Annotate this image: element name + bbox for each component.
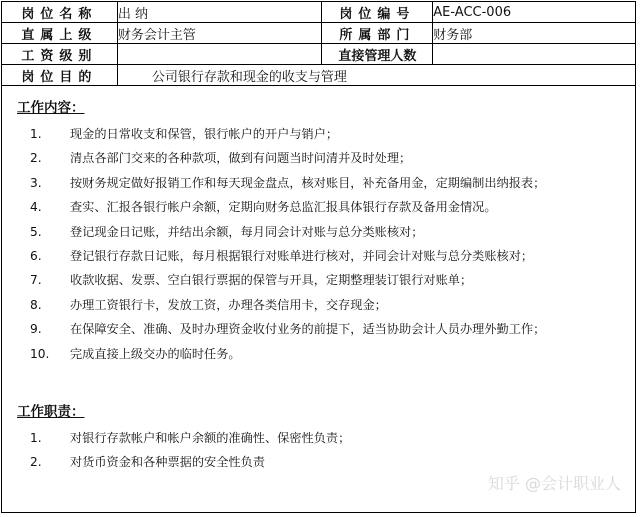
- item-text: 办理工资银行卡，发放工资，办理各类信用卡，交存现金；: [70, 297, 387, 312]
- item-number: 3.: [30, 175, 42, 190]
- item-number: 4.: [30, 200, 42, 215]
- item-number: 9.: [30, 322, 42, 337]
- header-row: [2, 2, 636, 23]
- list-item: [2, 342, 635, 366]
- item-text: 按财务规定做好报销工作和每天现金盘点，核对账目，补充备用金，定期编制出纳报表；: [70, 175, 546, 190]
- list-item: [2, 426, 635, 450]
- item-text: 完成直接上级交办的临时任务。: [70, 346, 241, 361]
- item-text: 清点各部门交来的各种款项，做到有问题当时问清并及时处理；: [70, 151, 412, 166]
- list-item: [2, 293, 635, 317]
- header-table: [1, 1, 636, 86]
- item-number: 2.: [30, 455, 42, 470]
- position-name-label: 岗位名称: [2, 2, 118, 23]
- item-text: 收款收据、发票、空白银行票据的保管与开具，定期整理装订银行对账单；: [70, 273, 473, 288]
- header-row: [2, 44, 636, 65]
- list-item: [2, 122, 635, 146]
- header-row: [2, 23, 636, 44]
- list-item: [2, 171, 635, 195]
- position-code-value: AE-ACC-006: [433, 2, 636, 23]
- item-text: 登记银行存款日记账，每月根据银行对账单进行核对，并同会计对账与总分类账核对；: [70, 248, 534, 263]
- direct-reports-value: [433, 44, 636, 65]
- item-text: 现金的日常收支和保管，银行帐户的开户与销户；: [70, 127, 339, 141]
- duties-list: [2, 426, 635, 475]
- direct-superior-value: 财务会计主管: [117, 23, 322, 44]
- work-content-title: 工作内容：: [17, 100, 85, 116]
- item-text: 对银行存款帐户和帐户余额的准确性、保密性负责；: [70, 431, 351, 445]
- list-item: [2, 195, 635, 219]
- watermark-text: 知乎 @会计职业人: [487, 474, 621, 493]
- list-item: [2, 317, 635, 341]
- duties-title: 工作职责：: [17, 404, 85, 420]
- department-value: 财务部: [433, 23, 636, 44]
- work-content-list: [2, 122, 635, 366]
- header-row: [2, 65, 636, 86]
- item-number: 7.: [30, 273, 42, 288]
- item-number: 10.: [30, 346, 50, 361]
- direct-superior-label: 直属上级: [2, 23, 118, 44]
- item-number: 2.: [30, 151, 42, 166]
- department-label: 所属部门: [322, 23, 433, 44]
- position-code-label: 岗位编号: [322, 2, 433, 23]
- salary-level-label: 工资级别: [2, 44, 118, 65]
- item-number: 6.: [30, 248, 42, 263]
- list-item: [2, 268, 635, 292]
- item-number: 1.: [30, 431, 42, 445]
- item-number: 5.: [30, 224, 42, 239]
- list-item: [2, 244, 635, 268]
- item-number: 1.: [30, 127, 42, 141]
- salary-level-value: [117, 44, 322, 65]
- direct-reports-label: 直接管理人数: [322, 44, 433, 65]
- list-item: [2, 220, 635, 244]
- item-text: 对货币资金和各种票据的安全性负责: [70, 455, 265, 470]
- item-text: 查实、汇报各银行帐户余额，定期向财务总监汇报具体银行存款及备用金情况。: [70, 200, 497, 215]
- position-name-value: 出 纳: [117, 2, 322, 23]
- item-text: 登记现金日记账，并结出余额，每月同会计对账与总分类账核对；: [70, 224, 424, 239]
- duties-section: [2, 400, 635, 475]
- position-purpose-value: 公司银行存款和现金的收支与管理: [117, 65, 635, 86]
- list-item: [2, 146, 635, 170]
- item-text: 在保障安全、准确、及时办理资金收付业务的前提下，适当协助会计人员办理外勤工作；: [70, 322, 546, 337]
- work-content-section: [2, 96, 635, 366]
- item-number: 8.: [30, 297, 42, 312]
- position-purpose-label: 岗位目的: [2, 65, 118, 86]
- job-description-sheet: [1, 1, 636, 513]
